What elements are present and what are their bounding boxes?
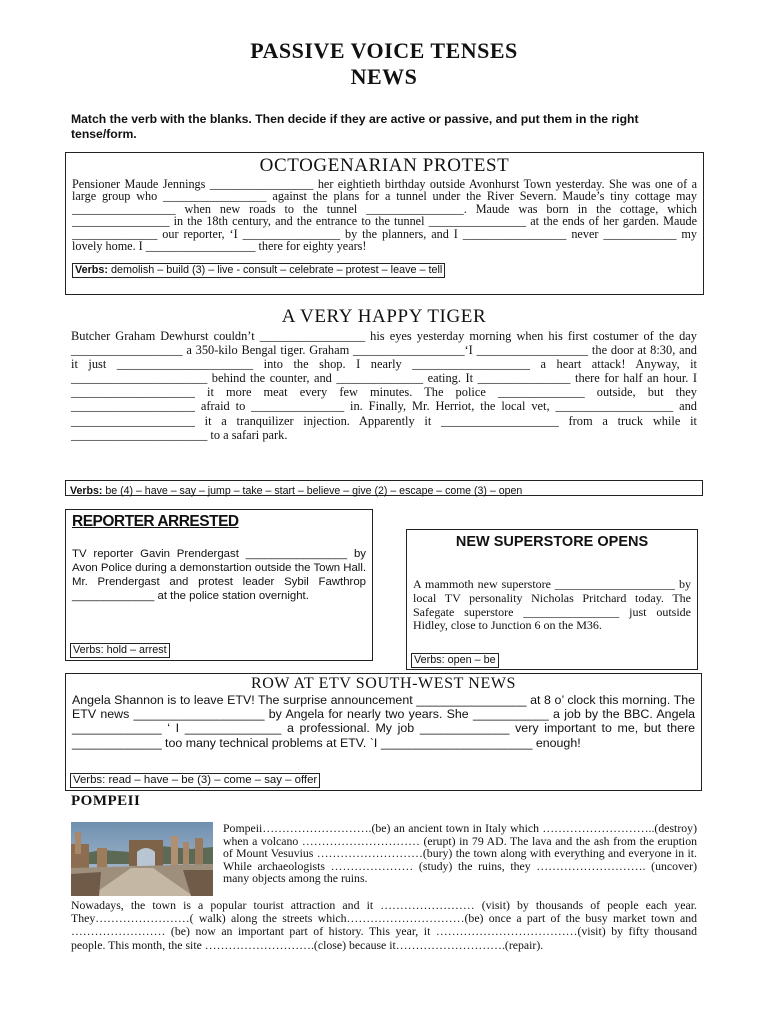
- verbs-label: Verbs:: [70, 485, 103, 497]
- article-headline: ROW AT ETV SOUTH-WEST NEWS: [250, 675, 517, 692]
- verbs-text: be (4) – have – say – jump – take – start – believe – give (2) – escape – come (3) – open: [105, 485, 523, 497]
- reporter-article: [65, 509, 373, 661]
- verbs-list: Verbs: hold – arrest: [70, 643, 170, 658]
- verbs-list: [72, 263, 445, 278]
- verbs-row: [72, 260, 697, 278]
- pompeii-ruins-image: [71, 822, 213, 896]
- page-title: PASSIVE VOICE TENSES: [250, 38, 518, 63]
- article-headline: NEW SUPERSTORE OPENS: [455, 534, 649, 550]
- verbs-label: Verbs:: [75, 264, 109, 277]
- superstore-article: [406, 529, 698, 670]
- page-subtitle: NEWS: [350, 64, 418, 89]
- octogenarian-article: [65, 152, 704, 295]
- article-body: Pensioner Maude Jennings _________________ her eightieth birthday outside Avonhurst Town yesterday. She was one of a large group who _________________ against the plans for a tunnel under the River Severn. Maude’s tiny cottage may _________________ when new roads to the tunnel ________________. Maude was born in the cottage, which ________________ in the 18th century, and the entrance to the tunnel ________________ at the ends of her garden. Maude ______________ our reporter, ‘I ________________ by the planners, and I _________________ never ____________ my lovely home. I __________________ there for eighty years!: [72, 177, 697, 254]
- pompeii-side-text: Pompeii……………………….(be) an ancient town in Italy which ………………………..(destroy) when a volcano ………………………… (erupt) in 79 AD. The lava and the ash from the eruption of Mount Vesuvius ………………………(bury) the town along with everything and everyone in it. While archaeologists ………………… (study) the ruins, they ………………………. (uncover) many objects among the ruins.: [223, 821, 697, 886]
- pompeii-headline: POMPEII: [71, 793, 141, 809]
- tiger-verbs: [65, 480, 703, 496]
- instructions: Match the verb with the blanks. Then decide if they are active or passive, and put them in the right tense/form.: [71, 112, 639, 141]
- article-body: TV reporter Gavin Prendergast ________________ by Avon Police during a demonstartion outside the Town Hall. Mr. Prendergast and protest leader Sybil Fawthrop _____________ at the police station overnight.: [72, 548, 367, 602]
- verbs-list: Verbs: read – have – be (3) – come – say – offer: [70, 773, 320, 788]
- tiger-article: [71, 306, 697, 442]
- article-headline: OCTOGENARIAN PROTEST: [259, 155, 510, 176]
- article-body: A mammoth new superstore ____________________ by local TV personality Nicholas Pritchard today. The Safegate superstore ________________ just outside Hidley, close to Junction 6 on the M36.: [413, 577, 691, 633]
- article-body: Angela Shannon is to leave ETV! The surprise announcement ________________ at 8 o’ clock this morning. The ETV news ___________________ by Angela for nearly two years. She ___________ a job by the BBC. Angela _____________ ‘ I ______________ a professional. My job _____________ very important to me, but there _____________ too many technical problems at ETV. `I ______________________ enough!: [72, 693, 695, 750]
- verbs-list: Verbs: open – be: [411, 653, 499, 668]
- article-headline: REPORTER ARRESTED: [72, 513, 239, 530]
- verbs-text: demolish – build (3) – live - consult – celebrate – protest – leave – tell: [111, 264, 443, 277]
- article-body: Butcher Graham Dewhurst couldn’t _________________ his eyes yesterday morning when his first costumer of the day __________________ a 350-kilo Bengal tiger. Graham __________________‘I __________________ the door at 8:30, and it just ______________________ into the shop. I nearly ___________________ a heart attack! Anyway, it ______________________ behind the counter, and ______________ eating. It _______________ there for half an hour. I ____________________ it more meat every few minutes. The police ______________ outside, but they ____________________ afraid to _______________ in. Finally, Mr. Herriot, the local vet, ___________________ and ____________________ it a tranquilizer injection. Apparently it ___________________ from a truck while it ______________________ to a safari park.: [71, 329, 697, 442]
- pompeii-full-text: Nowadays, the town is a popular tourist attraction and it …………………… (visit) by thousands of people each year. They……………………( walk) along the streets which…………………………(be) once a part of the busy market town and …………………… (be) now an important part of history. This year, it ………………………………(visit) by fifty thousand people. This month, the site ……………………….(close) because it……………………….(repair).: [71, 898, 697, 952]
- article-headline: A VERY HAPPY TIGER: [281, 306, 487, 327]
- etv-article: [65, 673, 702, 791]
